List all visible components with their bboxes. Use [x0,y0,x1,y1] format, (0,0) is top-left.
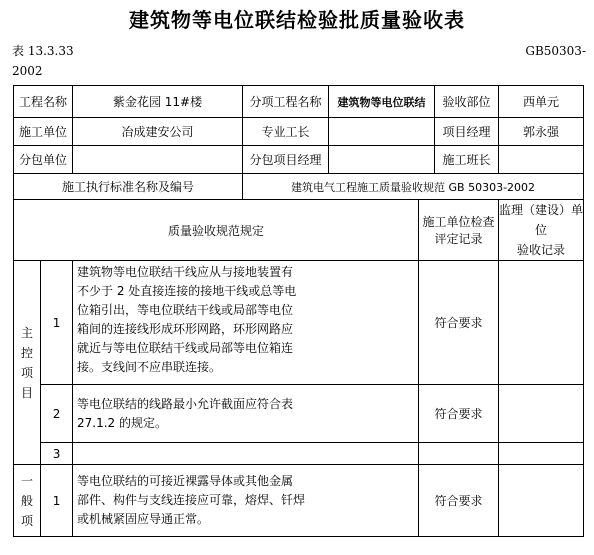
sub-project-label: 分项工程名称 [243,86,329,118]
sub-project-value[interactable]: 建筑物等电位联结 [329,86,435,118]
construction-unit-value[interactable]: 冶成建安公司 [73,118,243,146]
main-item-row [14,443,584,465]
supervisor-result[interactable] [499,385,584,443]
acceptance-form-table [13,85,584,537]
pm-value[interactable]: 郭永强 [499,118,584,146]
main-control-items-label [14,261,41,465]
foreman-value[interactable] [329,118,435,146]
desc-line: 就近与等电位联结干线或局部等电位箱连 [77,341,294,355]
accept-part-label: 验收部位 [435,86,499,118]
subcontract-pm-value[interactable] [329,146,435,174]
table-number-line1: 表 13.3.33 [12,44,74,58]
table-number [12,41,74,81]
main-item-row [14,385,584,443]
desc-line: 或机械紧固应导通正常。 [77,512,210,526]
main-label-char: 项 [20,365,33,380]
subcontract-unit-label: 分包单位 [14,146,73,174]
general-label-char: 般 [20,493,33,508]
main-label-char: 目 [20,385,33,400]
subcontract-pm-label: 分包项目经理 [243,146,329,174]
construction-unit-label: 施工单位 [14,118,73,146]
contractor-result[interactable] [419,443,499,465]
item-description [73,465,419,537]
accept-part-value[interactable]: 西单元 [499,86,584,118]
pm-label: 项目经理 [435,118,499,146]
item-description [73,385,419,443]
supervisor-header-line1: 监理（建设）单位 [499,203,584,237]
desc-line: 建筑物等电位联结干线应从与接地装置有 [77,265,294,279]
desc-line: 不少于 2 处直接连接的接地干线或总等电 [77,284,297,298]
desc-line: 27.1.2 的规定。 [77,415,167,430]
form-title: 建筑物等电位联结检验批质量验收表 [129,8,465,32]
general-item-row [14,465,584,537]
item-description [73,261,419,385]
desc-line: 等电位联结的可接近裸露导体或其他金属 [77,474,294,488]
supervisor-result[interactable] [499,465,584,537]
standard-label: 施工执行标准名称及编号 [14,174,243,200]
item-number: 2 [41,385,73,443]
main-label-char: 控 [20,345,33,360]
project-name-label: 工程名称 [14,86,73,118]
table-number-line2: 2002 [12,64,43,78]
main-label-char: 主 [20,325,33,340]
supervisor-result[interactable] [499,443,584,465]
general-label-char: 项 [20,513,33,528]
supervisor-header-line2: 验收记录 [517,243,566,257]
subcontract-unit-value[interactable] [73,146,243,174]
team-leader-label: 施工班长 [435,146,499,174]
header-row-1 [14,86,584,118]
supervisor-record-header [499,200,584,261]
desc-line: 部件、构件与支线连接应可靠，熔焊、钎焊 [77,493,306,507]
contractor-result[interactable]: 符合要求 [419,465,499,537]
main-item-row [14,261,584,385]
standard-value[interactable]: 建筑电气工程施工质量验收规范 GB 50303-2002 [243,174,584,200]
header-row-3 [14,146,584,174]
item-number: 1 [41,261,73,385]
desc-line: 位箱引出，等电位联结干线或局部等电位 [77,303,294,317]
desc-line: 箱间的连接线形成环形网路，环形网路应 [77,322,294,336]
desc-line: 接。支线间不应串联连接。 [77,360,222,374]
foreman-label: 专业工长 [243,118,329,146]
supervisor-result[interactable] [499,261,584,385]
general-label-char: 一 [20,473,33,488]
desc-line: 等电位联结的线路最小允许截面应符合表 [77,396,294,411]
contractor-result[interactable]: 符合要求 [419,261,499,385]
contractor-record-header: 施工单位检查评定记录 [419,200,499,261]
spec-column-header: 质量验收规范规定 [14,200,419,261]
header-row-4 [14,174,584,200]
contractor-result[interactable]: 符合要求 [419,385,499,443]
item-number: 1 [41,465,73,537]
item-description [73,443,419,465]
header-row-2 [14,118,584,146]
general-items-label [14,465,41,537]
standard-code: GB50303- [525,44,586,58]
team-leader-value[interactable] [499,146,584,174]
column-header-row [14,200,584,261]
item-number: 3 [41,443,73,465]
project-name-value[interactable]: 紫金花园 11#楼 [73,86,243,118]
